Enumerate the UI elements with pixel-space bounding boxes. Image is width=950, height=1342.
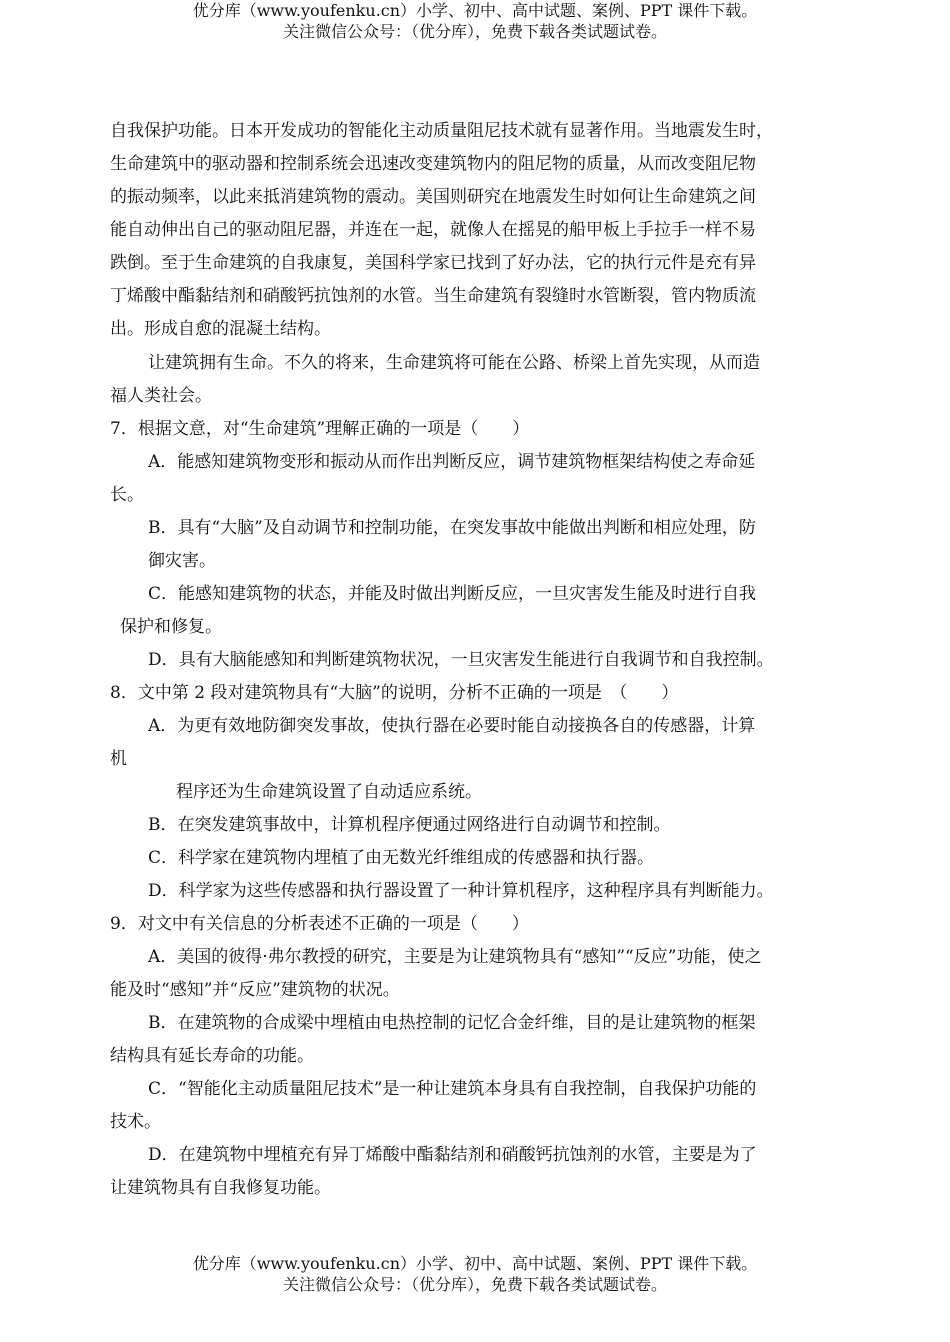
- question-7-stem: 7．根据文意，对“生命建筑”理解正确的一项是（ ）: [110, 419, 530, 439]
- question-7-option-c-cont: 保护和修复。: [120, 617, 222, 637]
- question-7-option-a: A．能感知建筑物变形和振动从而作出判断反应，调节建筑物框架结构使之寿命延: [148, 452, 756, 472]
- question-7-option-d: D．具有大脑能感知和判断建筑物状况，一旦灾害发生能进行自我调节和自我控制。: [148, 650, 774, 670]
- question-7-option-c: C．能感知建筑物的状态，并能及时做出判断反应，一旦灾害发生能及时进行自我: [148, 584, 757, 604]
- passage-line: 丁烯酸中酯黏结剂和硝酸钙抗蚀剂的水管。当生命建筑有裂缝时水管断裂，管内物质流: [110, 286, 756, 306]
- passage-line: 让建筑拥有生命。不久的将来，生命建筑将可能在公路、桥梁上首先实现，从而造: [148, 353, 760, 373]
- question-8-option-d: D．科学家为这些传感器和执行器设置了一种计算机程序，这种程序具有判断能力。: [148, 881, 774, 901]
- passage-line: 跌倒。至于生命建筑的自我康复，美国科学家已找到了好办法，它的执行元件是充有异: [110, 253, 756, 273]
- page-header: [0, 0, 950, 42]
- question-8-option-a: A．为更有效地防御突发事故，使执行器在必要时能自动接换各自的传感器，计算: [148, 716, 756, 736]
- question-9-option-b: B．在建筑物的合成梁中埋植由电热控制的记忆合金纤维，目的是让建筑物的框架: [148, 1013, 756, 1033]
- question-9-option-b-cont: 结构具有延长寿命的功能。: [110, 1046, 314, 1066]
- passage-line: 生命建筑中的驱动器和控制系统会迅速改变建筑物内的阻尼物的质量，从而改变阻尼物: [110, 154, 756, 174]
- header-line-2: 关注微信公众号：（优分库），免费下载各类试题试卷。: [282, 22, 667, 41]
- question-9-option-a: A．美国的彼得·弗尔教授的研究，主要是为让建筑物具有“感知”“反应”功能，使之: [148, 947, 762, 967]
- question-7-option-a-cont: 长。: [110, 485, 144, 505]
- footer-line-1: 优分库（www.youfenku.cn）小学、初中、高中试题、案例、PPT 课件下载。: [192, 1254, 758, 1273]
- header-line-1: 优分库（www.youfenku.cn）小学、初中、高中试题、案例、PPT 课件下载。: [192, 1, 758, 20]
- question-7-option-b-cont: 御灾害。: [148, 551, 216, 571]
- page-footer: [0, 1253, 950, 1295]
- footer-line-2: 关注微信公众号：（优分库），免费下载各类试题试卷。: [282, 1275, 667, 1294]
- question-8-option-a-cont: 机: [110, 749, 127, 769]
- question-8-option-a-cont2: 程序还为生命建筑设置了自动适应系统。: [176, 782, 482, 802]
- question-9-option-d: D．在建筑物中埋植充有异丁烯酸中酯黏结剂和硝酸钙抗蚀剂的水管，主要是为了: [148, 1145, 757, 1165]
- passage-line: 的振动频率，以此来抵消建筑物的震动。美国则研究在地震发生时如何让生命建筑之间: [110, 187, 756, 207]
- question-7-option-b: B．具有“大脑”及自动调节和控制功能，在突发事故中能做出判断和相应处理，防: [148, 518, 756, 538]
- question-9-option-d-cont: 让建筑物具有自我修复功能。: [110, 1178, 331, 1198]
- question-9-stem: 9．对文中有关信息的分析表述不正确的一项是（ ）: [110, 914, 529, 934]
- question-8-stem: 8．文中第 2 段对建筑物具有“大脑”的说明，分析不正确的一项是 （ ）: [110, 683, 679, 703]
- passage-line: 出。形成自愈的混凝土结构。: [110, 319, 331, 339]
- question-9-option-a-cont: 能及时“感知”并“反应”建筑物的状况。: [110, 980, 400, 1000]
- question-8-option-b: B．在突发建筑事故中，计算机程序便通过网络进行自动调节和控制。: [148, 815, 671, 835]
- passage-line: 自我保护功能。日本开发成功的智能化主动质量阻尼技术就有显著作用。当地震发生时，: [110, 121, 773, 141]
- question-8-option-c: C．科学家在建筑物内埋植了由无数光纤维组成的传感器和执行器。: [148, 848, 655, 868]
- passage-line: 能自动伸出自己的驱动阻尼器，并连在一起，就像人在摇晃的船甲板上手拉手一样不易: [110, 220, 756, 240]
- passage-line: 福人类社会。: [110, 386, 212, 406]
- question-9-option-c-cont: 技术。: [110, 1112, 161, 1132]
- question-9-option-c: C．“智能化主动质量阻尼技术”是一种让建筑本身具有自我控制，自我保护功能的: [148, 1079, 757, 1099]
